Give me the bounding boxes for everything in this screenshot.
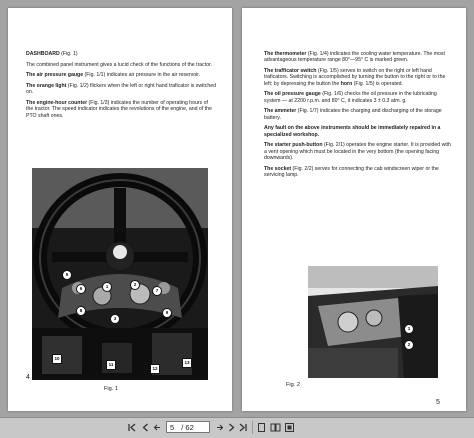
callout-13: 13: [182, 358, 192, 368]
para-trafficator-switch: The trafficator switch (Fig. 1/5) serves to switch on the right or left hand traficators. Switching is accomplished by turning the button to the right or to the left; by depressing the button the horn (Fig. 1/5) is operated.: [264, 68, 446, 87]
next-page-button[interactable]: [226, 422, 237, 433]
callout-7: 7: [152, 286, 162, 296]
single-page-view-button[interactable]: [256, 422, 267, 433]
fit-page-button[interactable]: [284, 422, 295, 433]
para-socket: The socket (Fig. 2/2) serves for connecting the cab windscreen wiper or the servicing lamp.: [264, 165, 439, 179]
para-oil-pressure: The oil pressure gauge (Fig. 1/6) checks the oil pressure in the lubricating system — at 2200 r.p.m. and 80° C, it indicates 3 ± 0.3 atm. g.: [264, 91, 437, 104]
para-fault-warning: Any fault on the above instruments should be immediately repaired in a specialized workshop.: [264, 125, 441, 138]
prev-arrow-button[interactable]: [152, 422, 163, 433]
para-intro: The combined panel instrument gives a lucid check of the functions of the tractor.: [26, 61, 212, 68]
fit-page-icon: [284, 422, 295, 433]
para-engine-hour: The engine-hour counter (Fig. 1/3) indicates the number of operating hours of the tractor. The speed indicator indicates the revolutions of the engine, and of the PTO shaft ones.: [26, 99, 212, 119]
callout-6: 6: [76, 284, 86, 294]
left-text-block: [26, 51, 216, 123]
first-page-button[interactable]: [126, 422, 137, 433]
callout-12: 12: [150, 364, 160, 374]
callout-5: 5: [62, 270, 72, 280]
toolbar-separator: [252, 421, 253, 434]
page-4: [8, 8, 232, 411]
page-number-left: 4: [26, 374, 30, 381]
callout-fig2-1: 1: [404, 324, 414, 334]
callout-11: 11: [106, 360, 116, 370]
page-number-right: 5: [436, 399, 440, 406]
arrow-left-icon: [152, 422, 163, 433]
figure-1-caption: Fig. 1: [104, 386, 118, 392]
para-thermometer: The thermometer (Fig. 1/4) indicates the cooling water temperature. The most advantageous temperature range 80°—95° C is marked green.: [264, 51, 445, 64]
para-orange-light: The orange light (Fig. 1/2) flickers when the left or right hand traficator is switched on.: [26, 82, 216, 96]
callout-1: 1: [102, 282, 112, 292]
page-current-value: 5: [170, 423, 175, 432]
right-text-block: [264, 51, 452, 183]
last-page-button[interactable]: [238, 422, 249, 433]
page-number-input[interactable]: [166, 421, 210, 433]
callout-2: 2: [130, 280, 140, 290]
para-ammeter: The ammeter (Fig. 1/7) indicates the charging and discharging of the storage battery.: [264, 108, 442, 121]
callout-3: 3: [110, 314, 120, 324]
first-page-icon: [126, 422, 137, 433]
prev-page-button[interactable]: [140, 422, 151, 433]
viewer-toolbar: [0, 417, 474, 438]
steering-wheel-dashboard-image: [32, 168, 208, 380]
callout-9: 9: [162, 308, 172, 318]
callout-10: 10: [52, 354, 62, 364]
two-page-icon: [270, 422, 281, 433]
arrow-right-icon: [214, 422, 225, 433]
heading-ref: (Fig. 1): [61, 51, 78, 57]
page-5: [242, 8, 466, 411]
figure-2-photo: [308, 266, 438, 378]
heading-dashboard: DASHBOARD: [26, 51, 60, 57]
dashboard-heading: [26, 51, 216, 57]
next-page-icon: [226, 422, 237, 433]
next-arrow-button[interactable]: [214, 422, 225, 433]
para-starter-button: The starter push-button (Fig. 2/1) operates the engine starter. It is provided with a vent opening which must be located in the very bottom (the opening facing downwards).: [264, 142, 451, 162]
figure-2-caption: Fig. 2: [286, 382, 300, 388]
callout-8: 8: [76, 306, 86, 316]
dashboard-closeup-image: [308, 266, 438, 378]
page-total-value: / 62: [181, 423, 194, 432]
callout-fig2-2: 2: [404, 340, 414, 350]
prev-page-icon: [140, 422, 151, 433]
single-page-icon: [256, 422, 267, 433]
figure-1-photo: [32, 168, 208, 380]
two-page-view-button[interactable]: [270, 422, 281, 433]
last-page-icon: [238, 422, 249, 433]
para-air-pressure: The air pressure gauge (Fig. 1/1) indicates air pressure in the air reservoir.: [26, 72, 201, 79]
